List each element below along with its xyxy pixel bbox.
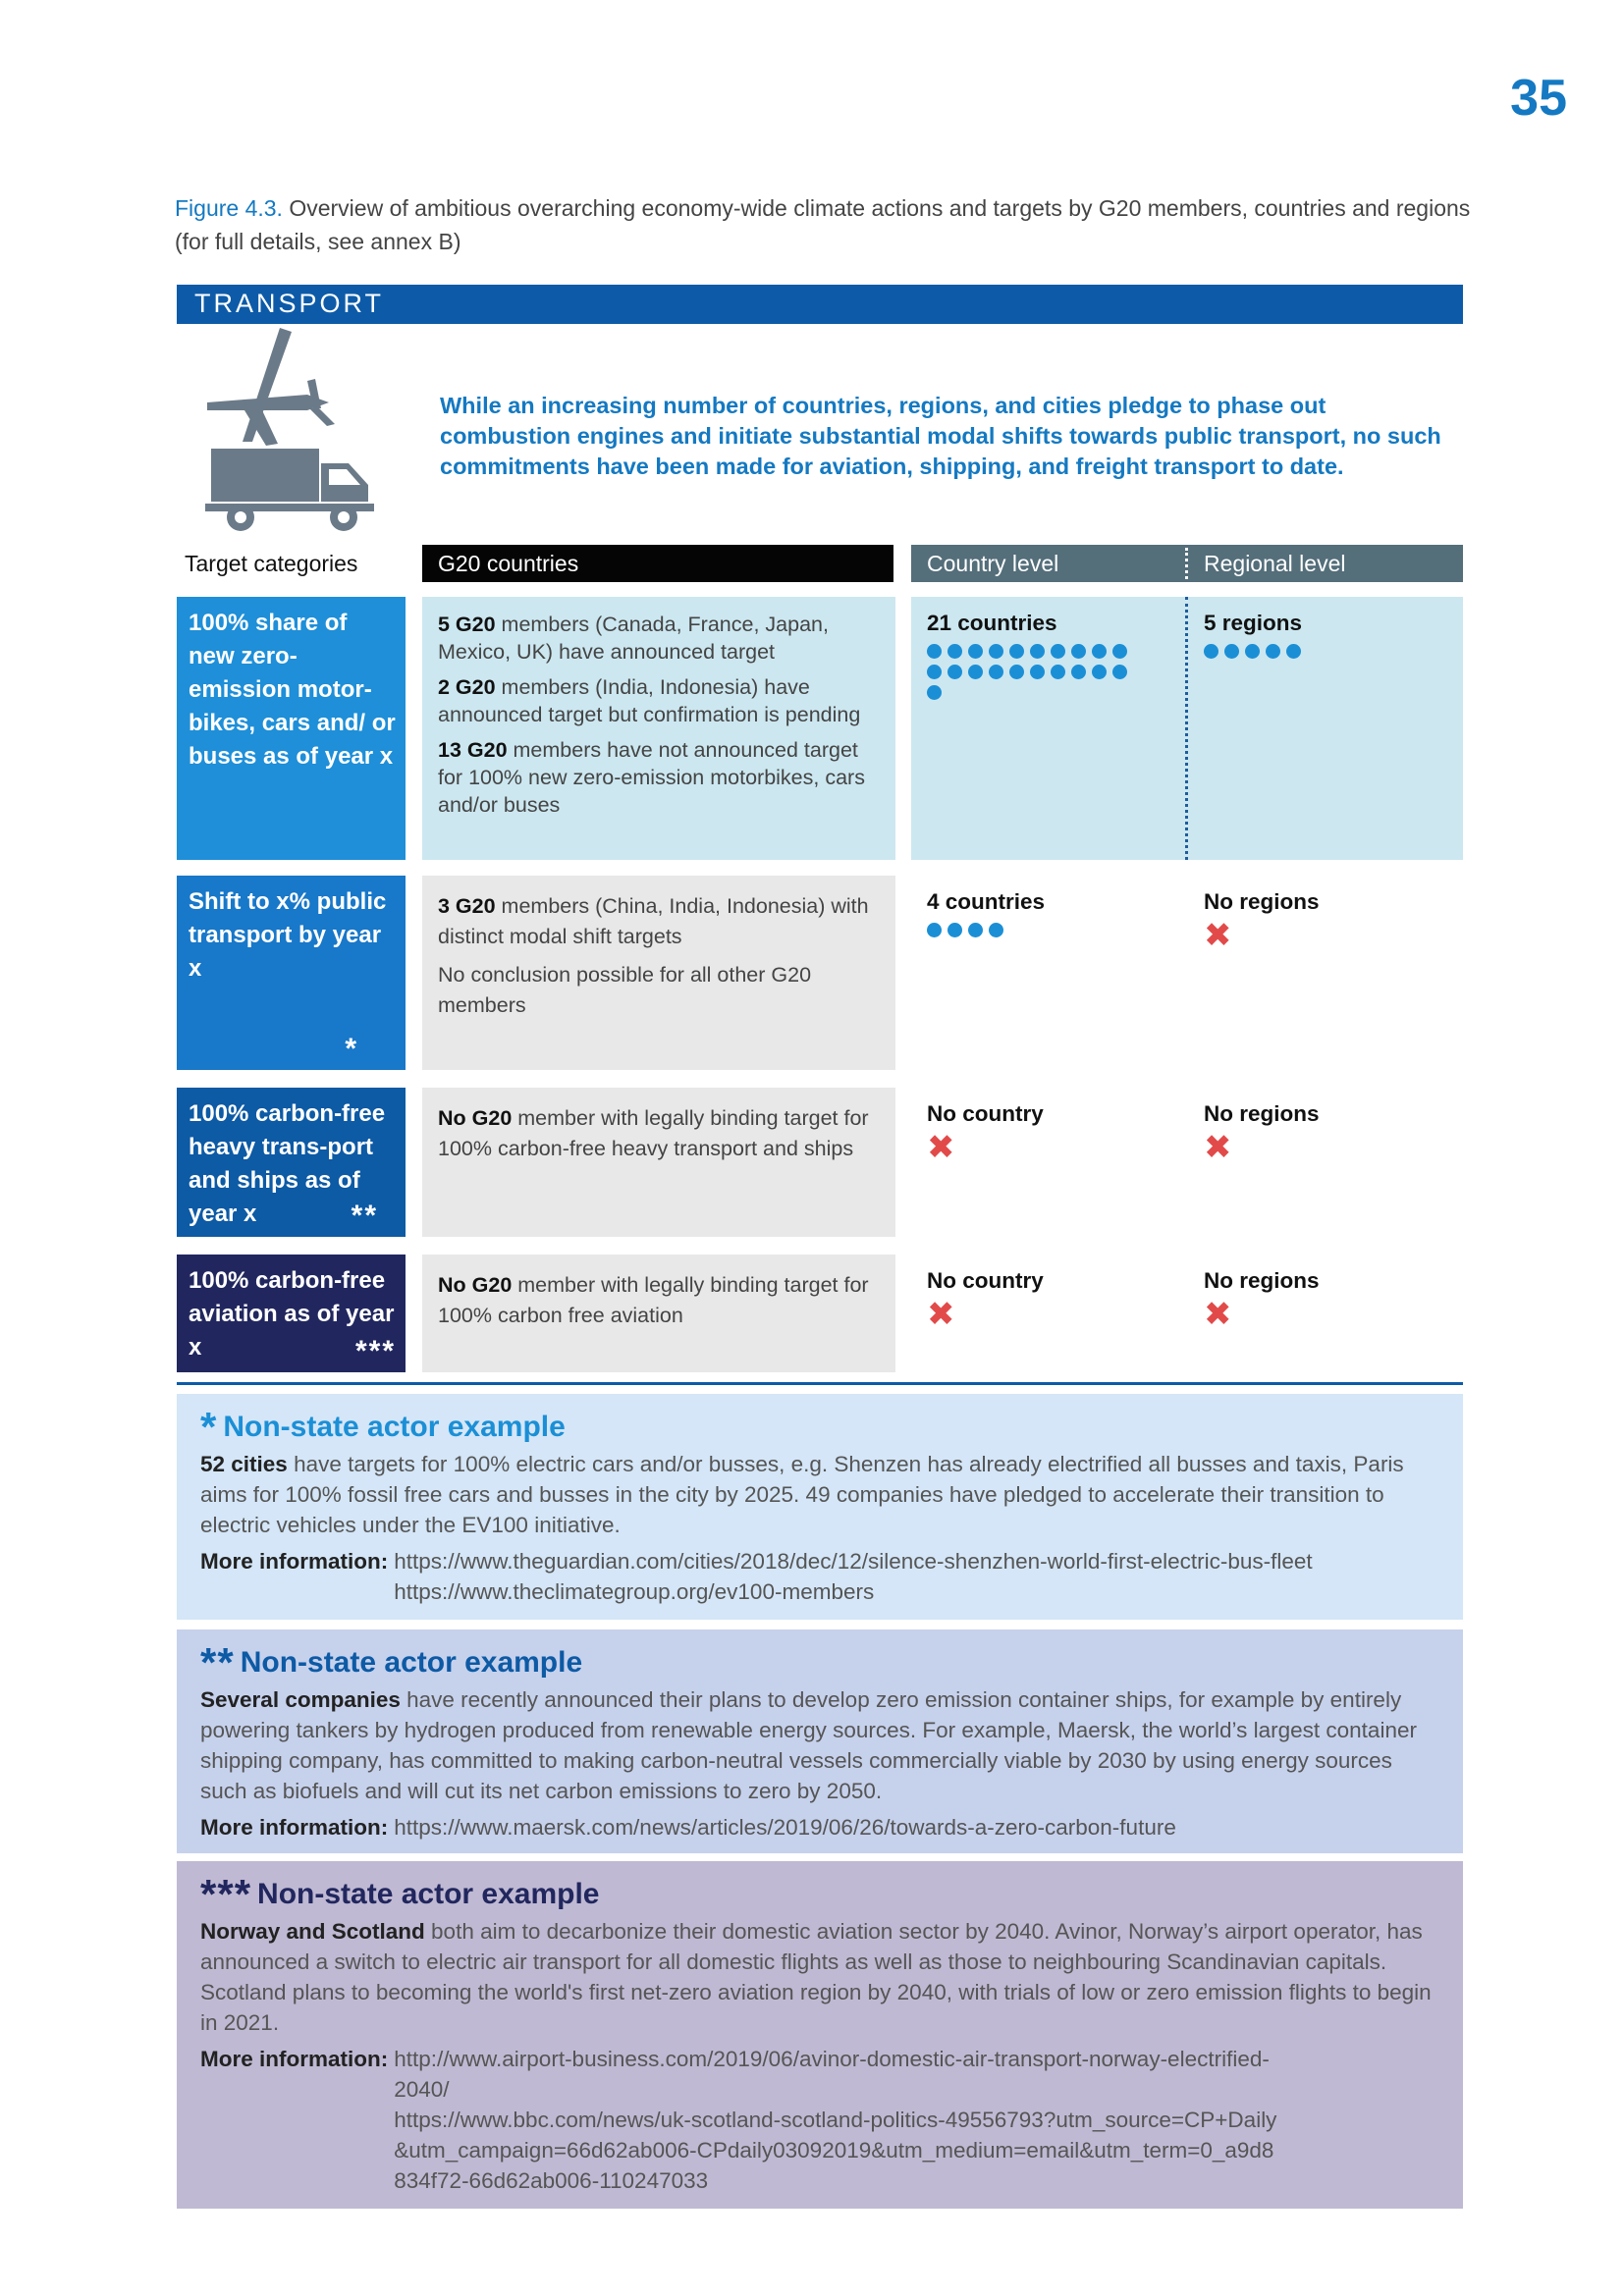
country-dots	[927, 923, 1148, 943]
count-dot	[1092, 665, 1107, 679]
country-cell-row4	[911, 1255, 1188, 1345]
link-ev100-members[interactable]: https://www.theclimategroup.org/ev100-members	[394, 1579, 875, 1604]
g20-statement: 13 G20 members have not announced target for 100% new zero-emission motorbikes, cars and/or buses	[438, 738, 865, 817]
category-public-transport-shift	[177, 876, 406, 1070]
more-information	[200, 2044, 1443, 2196]
example-body: Several companies have recently announced their plans to develop zero emission container ships, for example by entirely powering tankers by hydrogen produced from renewable energy sources. For example, Maersk, the world’s largest container shipping company, has committed to making carbon-neutral vessels commercially viable by 2030 by using energy sources such as biofuels and will cut its net carbon emissions to zero by 2050.	[200, 1687, 1417, 1803]
count-dot	[927, 644, 942, 659]
category-carbon-free-aviation	[177, 1255, 406, 1372]
cross-icon: ✖	[927, 1296, 955, 1333]
count-dot	[1009, 644, 1024, 659]
count-dot	[947, 923, 962, 937]
region-cell-row2	[1188, 876, 1463, 966]
asterisk-icon: **	[200, 1639, 235, 1685]
example-box-shipping	[177, 1629, 1463, 1853]
count-dot	[1009, 665, 1024, 679]
example-body: 52 cities have targets for 100% electric cars and/or busses, e.g. Shenzen has already electrified all busses and taxis, Paris aims for 100% fossil free cars and busses in the city by 2025. 49 companies have pledged to accelerate their transition to electric vehicles under the EV100 initiative.	[200, 1452, 1404, 1537]
count-dot	[947, 644, 962, 659]
region-count-label: No regions	[1204, 1101, 1320, 1126]
count-dot	[927, 685, 942, 700]
asterisk-marker: **	[351, 1200, 378, 1232]
country-count-label: No country	[927, 1101, 1044, 1126]
truck-body-icon	[211, 449, 319, 502]
example-title-text: Non-state actor example	[223, 1411, 566, 1443]
count-dot	[1224, 644, 1239, 659]
g20-cell-row2	[422, 876, 895, 1070]
g20-statement: No G20 member with legally binding target for 100% carbon-free heavy transport and ships	[438, 1106, 869, 1160]
link-guardian-shenzhen[interactable]: https://www.theguardian.com/cities/2018/dec/12/silence-shenzhen-world-first-electric-bus-fleet	[394, 1549, 1313, 1574]
link-bbc-scotland[interactable]: https://www.bbc.com/news/uk-scotland-scotland-politics-49556793?utm_source=CP+Daily&utm_campaign=66d62ab006-CPdaily03092019&utm_medium=email&utm_term=0_a9d8834f72-66d62ab006-110247033	[394, 2108, 1277, 2193]
g20-statement: No conclusion possible for all other G20 members	[438, 963, 812, 1017]
count-dot	[1030, 644, 1045, 659]
header-target-categories: Target categories	[185, 551, 358, 576]
example-title-text: Non-state actor example	[257, 1878, 600, 1910]
more-information-label: More information:	[200, 1815, 389, 1840]
g20-cell-row3	[422, 1088, 895, 1237]
region-count-label: No regions	[1204, 889, 1320, 914]
more-information-label: More information:	[200, 2047, 389, 2071]
dashed-separator	[1185, 597, 1188, 860]
g20-cell-row1	[422, 597, 895, 860]
count-dot	[1051, 665, 1065, 679]
region-dots	[1204, 644, 1425, 665]
count-dot	[1071, 644, 1086, 659]
category-label: Shift to x% public transport by year x	[189, 888, 387, 982]
category-heavy-transport-ships	[177, 1088, 406, 1237]
section-divider	[177, 1382, 1463, 1385]
g20-statement: 5 G20 members (Canada, France, Japan, Mexico, UK) have announced target	[438, 613, 829, 664]
count-dot	[1286, 644, 1301, 659]
g20-cell-row4	[422, 1255, 895, 1372]
example-title	[200, 1641, 1443, 1684]
count-dot	[968, 923, 983, 937]
example-box-aviation	[177, 1861, 1463, 2209]
section-title-bar: TRANSPORT	[177, 285, 1463, 324]
count-dot	[1112, 644, 1127, 659]
count-dot	[1204, 644, 1218, 659]
more-information	[200, 1812, 1443, 1842]
example-body: Norway and Scotland both aim to decarbonize their domestic aviation sector by 2040. Avinor, Norway’s airport operator, has announced a switch to electric air transport for all domestic flights as well as those to neighbouring Scandinavian capitals. Scotland plans to becoming the world's first net-zero aviation region by 2040, with trials of low or zero emission flights to begin in 2021.	[200, 1919, 1432, 2035]
count-dot	[989, 665, 1003, 679]
g20-statement: 2 G20 members (India, Indonesia) have announced target but confirmation is pending	[438, 675, 861, 726]
figure-caption	[175, 191, 1471, 258]
header-country-level: Country level	[911, 545, 1188, 582]
asterisk-icon: ***	[200, 1871, 252, 1917]
page-number: 35	[1510, 70, 1567, 127]
region-count-label: No regions	[1204, 1268, 1320, 1293]
g20-statement: 3 G20 members (China, India, Indonesia) with distinct modal shift targets	[438, 894, 869, 948]
count-dot	[1266, 644, 1280, 659]
region-cell-row1	[1188, 597, 1463, 678]
asterisk-marker: *	[345, 1033, 358, 1065]
example-box-electric-vehicles	[177, 1394, 1463, 1620]
count-dot	[927, 923, 942, 937]
cross-icon: ✖	[1204, 1296, 1232, 1333]
country-cell-row3	[911, 1088, 1188, 1178]
count-dot	[968, 644, 983, 659]
cross-icon: ✖	[1204, 917, 1232, 954]
category-zero-emission-vehicles	[177, 597, 406, 860]
more-information	[200, 1546, 1443, 1607]
example-title-text: Non-state actor example	[240, 1646, 583, 1679]
country-dots	[927, 644, 1148, 706]
count-dot	[1112, 665, 1127, 679]
country-cell-row1	[911, 597, 1188, 720]
count-dot	[947, 665, 962, 679]
count-dot	[989, 923, 1003, 937]
cross-icon: ✖	[927, 1129, 955, 1166]
figure-label: Figure 4.3.	[175, 195, 283, 221]
category-label: 100% carbon-free aviation as of year x	[189, 1267, 395, 1361]
header-separator	[1185, 548, 1188, 579]
region-cell-row4	[1188, 1255, 1463, 1345]
count-dot	[1092, 644, 1107, 659]
asterisk-icon: *	[200, 1404, 218, 1450]
g20-statement: No G20 member with legally binding target for 100% carbon free aviation	[438, 1273, 869, 1327]
intro-text: While an increasing number of countries, regions, and cities pledge to phase out combustion engines and initiate substantial modal shifts towards public transport, no such commitments have been made for aviation, shipping, and freight transport to date.	[440, 393, 1441, 479]
count-dot	[1245, 644, 1260, 659]
count-dot	[1030, 665, 1045, 679]
count-dot	[1051, 644, 1065, 659]
count-dot	[968, 665, 983, 679]
region-cell-row3	[1188, 1088, 1463, 1178]
count-dot	[989, 644, 1003, 659]
link-maersk-zero-carbon[interactable]: https://www.maersk.com/news/articles/2019/06/26/towards-a-zero-carbon-future	[394, 1815, 1176, 1840]
asterisk-marker: ***	[354, 1335, 396, 1367]
example-title	[200, 1406, 1443, 1449]
country-count-label: No country	[927, 1268, 1044, 1293]
count-dot	[927, 665, 942, 679]
region-count-label: 5 regions	[1204, 611, 1303, 635]
count-dot	[1071, 665, 1086, 679]
more-information-label: More information:	[200, 1549, 389, 1574]
link-airport-business-avinor[interactable]: http://www.airport-business.com/2019/06/avinor-domestic-air-transport-norway-electrified-2040/	[394, 2047, 1270, 2102]
cross-icon: ✖	[1204, 1129, 1232, 1166]
country-count-label: 21 countries	[927, 611, 1057, 635]
plane-truck-icon	[201, 326, 388, 537]
category-label: 100% carbon-free heavy trans-port and ships as of year x	[189, 1100, 386, 1227]
header-g20-countries: G20 countries	[422, 545, 893, 582]
country-count-label: 4 countries	[927, 889, 1046, 914]
category-label: 100% share of new zero-emission motor-bikes, cars and/ or buses as of year x	[189, 610, 396, 770]
header-regional-level: Regional level	[1188, 545, 1463, 582]
example-title	[200, 1873, 1443, 1916]
country-cell-row2	[911, 876, 1188, 957]
figure-caption-text: Overview of ambitious overarching economy-wide climate actions and targets by G20 members, countries and regions (for full details, see annex B)	[175, 195, 1471, 254]
